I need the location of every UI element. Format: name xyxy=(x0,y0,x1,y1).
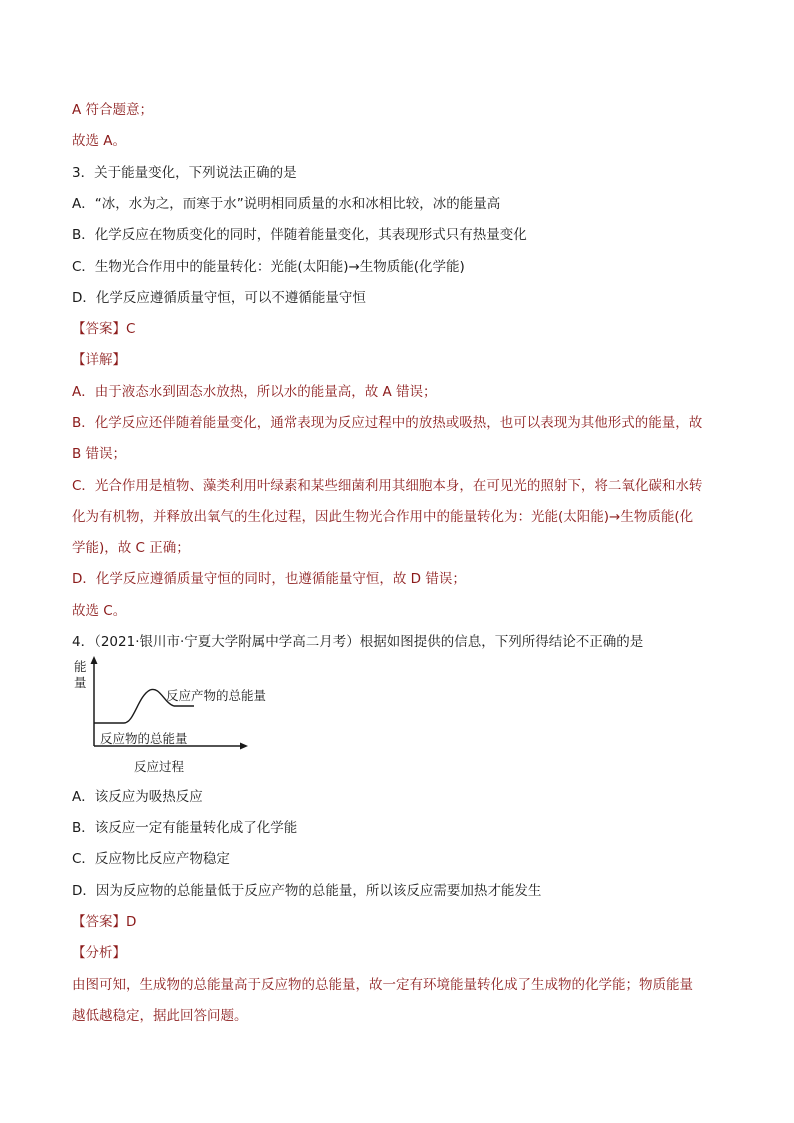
text-line: A 符合题意； xyxy=(72,102,154,118)
explanation-3-c-line1: C．光合作用是植物、藻类利用叶绿素和某些细菌利用其细胞本身，在可见光的照射下，将二氧化碳和水转 xyxy=(72,478,703,494)
explanation-3-b-line2: B 错误； xyxy=(72,446,127,462)
text-line: 故选 A。 xyxy=(72,133,127,149)
x-axis-label: 反应过程 xyxy=(134,759,185,774)
answer-3: 【答案】C xyxy=(72,321,136,337)
analysis-4-heading: 【分析】 xyxy=(72,945,126,961)
question-4-option-a: A．该反应为吸热反应 xyxy=(72,789,203,805)
analysis-4-line1: 由图可知，生成物的总能量高于反应物的总能量，故一定有环境能量转化成了生成物的化学能；物质能量 xyxy=(72,977,693,993)
y-axis-label-1: 能 xyxy=(74,659,87,674)
reactant-energy-label: 反应物的总能量 xyxy=(100,731,188,746)
explanation-3-d: D．化学反应遵循质量守恒的同时，也遵循能量守恒，故 D 错误； xyxy=(72,571,466,587)
detail-3-heading: 【详解】 xyxy=(72,352,126,368)
y-axis-label-2: 量 xyxy=(74,675,87,690)
y-axis-arrow-icon xyxy=(91,656,98,664)
question-3-option-b: B．化学反应在物质变化的同时，伴随着能量变化，其表现形式只有热量变化 xyxy=(72,227,527,243)
explanation-3-c-line2: 化为有机物，并释放出氧气的生化过程，因此生物光合作用中的能量转化为：光能(太阳能)→生物质能(化 xyxy=(72,509,694,525)
explanation-3-b-line1: B．化学反应还伴随着能量变化，通常表现为反应过程中的放热或吸热，也可以表现为其他形式的能量，故 xyxy=(72,415,703,431)
question-3-option-a: A．“冰，水为之，而寒于水”说明相同质量的水和冰相比较，冰的能量高 xyxy=(72,196,501,212)
question-4-option-d: D．因为反应物的总能量低于反应产物的总能量，所以该反应需要加热才能发生 xyxy=(72,883,542,899)
question-4-option-c: C．反应物比反应产物稳定 xyxy=(72,851,230,867)
question-3-option-c: C．生物光合作用中的能量转化：光能(太阳能)→生物质能(化学能) xyxy=(72,259,465,275)
analysis-4-line2: 越低越稳定，据此回答问题。 xyxy=(72,1008,248,1024)
question-3-stem: 3．关于能量变化，下列说法正确的是 xyxy=(72,165,297,181)
energy-diagram xyxy=(70,656,267,776)
question-3-option-d: D．化学反应遵循质量守恒，可以不遵循能量守恒 xyxy=(72,290,366,306)
explanation-3-a: A．由于液态水到固态水放热，所以水的能量高，故 A 错误； xyxy=(72,384,437,400)
answer-4: 【答案】D xyxy=(72,914,137,930)
selection-3: 故选 C。 xyxy=(72,603,127,619)
explanation-3-c-line3: 学能)，故 C 正确； xyxy=(72,540,190,556)
product-energy-label: 反应产物的总能量 xyxy=(166,688,267,703)
question-4-option-b: B．该反应一定有能量转化成了化学能 xyxy=(72,820,298,836)
x-axis-arrow-icon xyxy=(240,743,248,750)
question-4-stem: 4．（2021·银川市·宁夏大学附属中学高二月考）根据如图提供的信息，下列所得结论不正确的是 xyxy=(72,634,644,650)
